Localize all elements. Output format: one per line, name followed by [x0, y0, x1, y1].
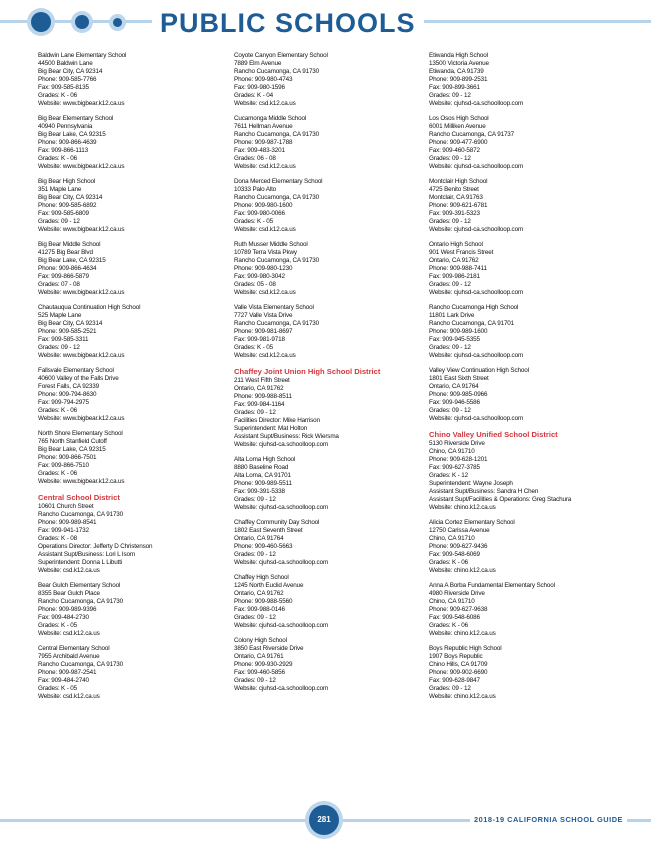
entry-line: Fax: 909-460-5856: [234, 669, 285, 676]
school-entry: [429, 645, 619, 701]
entry-line: Grades: 09 - 12: [234, 409, 276, 416]
school-entry: [38, 178, 228, 234]
page-title: PUBLIC SCHOOLS: [152, 6, 424, 40]
entry-line: 7727 Valle Vista Drive: [234, 312, 293, 319]
entry-line: Website: csd.k12.ca.us: [234, 289, 296, 296]
entry-line: Ontario High School: [429, 241, 483, 248]
school-entry: [234, 456, 424, 512]
entry-line: Grades: K - 06: [429, 559, 469, 566]
entry-line: Big Bear High School: [38, 178, 96, 185]
entry-line: Fax: 909-866-1113: [38, 147, 88, 154]
entry-line: Valle Vista Elementary School: [234, 304, 314, 311]
entry-line: Anna A Borba Fundamental Elementary School: [429, 582, 555, 589]
entry-line: Phone: 909-980-1600: [234, 202, 293, 209]
entry-line: 1802 East Seventh Street: [234, 527, 303, 534]
entry-line: Website: csd.k12.ca.us: [234, 100, 296, 107]
guide-title: 2018-19 CALIFORNIA SCHOOL GUIDE: [470, 813, 627, 827]
entry-line: Ontario, CA 91762: [234, 590, 284, 597]
entry-line: 10789 Terra Vista Pkwy: [234, 249, 297, 256]
entry-line: Rancho Cucamonga, CA 91730: [38, 598, 124, 605]
column-3: [429, 52, 619, 708]
entry-line: Website: cjuhsd-ca.schoolloop.com: [234, 504, 329, 511]
entry-line: Fax: 909-483-3201: [234, 147, 285, 154]
school-entry: [429, 367, 619, 423]
entry-line: 7955 Archibald Avenue: [38, 653, 100, 660]
entry-line: Chaffey High School: [234, 574, 289, 581]
entry-line: 40940 Pennsylvania: [38, 123, 93, 130]
entry-line: Fax: 909-980-3042: [234, 273, 285, 280]
entry-line: Phone: 909-980-1230: [234, 265, 293, 272]
entry-line: Grades: K - 05: [38, 622, 78, 629]
footer-rule-left: [0, 819, 305, 822]
entry-line: Website: www.bigbear.k12.ca.us: [38, 226, 125, 233]
entry-line: Grades: 09 - 12: [429, 281, 471, 288]
entry-line: Website: cjuhsd-ca.schoolloop.com: [234, 559, 329, 566]
entry-line: 10333 Palo Alto: [234, 186, 277, 193]
entry-line: 44500 Baldwin Lane: [38, 60, 93, 67]
entry-line: 41275 Big Bear Blvd: [38, 249, 93, 256]
entry-line: Website: csd.k12.ca.us: [234, 226, 296, 233]
entry-line: Website: www.bigbear.k12.ca.us: [38, 289, 125, 296]
entry-line: Colony High School: [234, 637, 287, 644]
entry-line: Rancho Cucamonga, CA 91730: [38, 661, 124, 668]
entry-line: Grades: K - 06: [38, 470, 78, 477]
entry-line: Website: csd.k12.ca.us: [38, 630, 100, 637]
entry-line: 4725 Benito Street: [429, 186, 479, 193]
entry-line: Ontario, CA 91764: [429, 383, 479, 390]
entry-line: Phone: 909-794-8630: [38, 391, 97, 398]
entry-line: Phone: 909-866-4634: [38, 265, 97, 272]
entry-line: Phone: 909-989-9396: [38, 606, 97, 613]
entry-line: Fax: 909-627-3785: [429, 464, 480, 471]
entry-line: Assistant Supt/Business: Lori L Isom: [38, 551, 136, 558]
entry-line: Rancho Cucamonga, CA 91730: [234, 320, 320, 327]
entry-line: Phone: 909-988-7411: [429, 265, 487, 272]
entry-line: Chino Hills, CA 91709: [429, 661, 488, 668]
entry-line: Grades: K - 12: [429, 472, 469, 479]
entry-line: Website: cjuhsd-ca.schoolloop.com: [429, 100, 524, 107]
entry-line: 13500 Victoria Avenue: [429, 60, 489, 67]
entry-line: Fallsvale Elementary School: [38, 367, 114, 374]
entry-line: Alta Loma High School: [234, 456, 296, 463]
entry-line: Fax: 909-945-5355: [429, 336, 480, 343]
entry-line: Operations Director: Jefferty D Christenson: [38, 543, 153, 550]
school-entry: [429, 440, 619, 512]
entry-line: Website: cjuhsd-ca.schoolloop.com: [429, 163, 524, 170]
entry-line: Grades: 09 - 12: [429, 218, 471, 225]
entry-line: Phone: 909-987-2541: [38, 669, 97, 676]
entry-line: Chaffey Community Day School: [234, 519, 320, 526]
school-entry: [234, 519, 424, 567]
school-entry: [429, 582, 619, 638]
entry-line: Central Elementary School: [38, 645, 110, 652]
entry-line: Grades: K - 06: [429, 622, 469, 629]
entry-line: 40600 Valley of the Falls Drive: [38, 375, 119, 382]
entry-line: Chino, CA 91710: [429, 598, 475, 605]
entry-line: Assistant Supt/Business: Rick Wiersma: [234, 433, 339, 440]
entry-line: Grades: 09 - 12: [234, 496, 276, 503]
school-entry: [38, 367, 228, 423]
school-entry: [429, 52, 619, 108]
school-entry: [429, 178, 619, 234]
entry-line: Montclair High School: [429, 178, 488, 185]
entry-line: Baldwin Lane Elementary School: [38, 52, 127, 59]
entry-line: Fax: 909-460-5872: [429, 147, 480, 154]
entry-line: Facilities Director: Mike Harrison: [234, 417, 320, 424]
entry-line: 10601 Church Street: [38, 503, 94, 510]
district-heading: Chaffey Joint Union High School District: [234, 367, 381, 376]
entry-line: Fax: 909-548-6069: [429, 551, 480, 558]
entry-line: Phone: 909-477-6900: [429, 139, 488, 146]
entry-line: Phone: 909-988-8511: [234, 393, 292, 400]
header-dot-small: [113, 18, 122, 27]
entry-line: Fax: 909-981-9718: [234, 336, 285, 343]
entry-line: Website: www.bigbear.k12.ca.us: [38, 163, 125, 170]
entry-line: Website: chino.k12.ca.us: [429, 567, 496, 574]
entry-line: Bear Gulch Elementary School: [38, 582, 121, 589]
entry-line: Montclair, CA 91763: [429, 194, 483, 201]
school-entry: [234, 574, 424, 630]
school-entry: [234, 241, 424, 297]
school-entry: [38, 645, 228, 701]
entry-line: Superintendent: Donna L Libutti: [38, 559, 123, 566]
entry-line: Chino, CA 91710: [429, 448, 475, 455]
entry-line: Website: chino.k12.ca.us: [429, 693, 496, 700]
entry-line: Valley View Continuation High School: [429, 367, 529, 374]
school-entry: [429, 519, 619, 575]
entry-line: Fax: 909-941-1732: [38, 527, 89, 534]
entry-line: Fax: 909-988-0146: [234, 606, 285, 613]
entry-line: Phone: 909-989-8541: [38, 519, 97, 526]
entry-line: Fax: 909-548-6086: [429, 614, 480, 621]
entry-line: Phone: 909-585-7766: [38, 76, 97, 83]
entry-line: Phone: 909-460-5663: [234, 543, 293, 550]
entry-line: Grades: 07 - 08: [38, 281, 80, 288]
entry-line: Phone: 909-989-5511: [234, 480, 292, 487]
entry-line: 211 West Fifth Street: [234, 377, 290, 384]
entry-line: Grades: K - 06: [38, 407, 78, 414]
entry-line: Website: cjuhsd-ca.schoolloop.com: [234, 622, 329, 629]
entry-line: Grades: 09 - 12: [429, 407, 471, 414]
entry-line: Phone: 909-930-2929: [234, 661, 293, 668]
entry-line: Phone: 909-585-6892: [38, 202, 97, 209]
entry-line: Ontario, CA 91762: [234, 385, 284, 392]
entry-line: Forest Falls, CA 92339: [38, 383, 100, 390]
school-entry: [234, 377, 424, 449]
entry-line: Grades: K - 06: [38, 92, 78, 99]
entry-line: Website: cjuhsd-ca.schoolloop.com: [429, 352, 524, 359]
entry-line: Ruth Musser Middle School: [234, 241, 308, 248]
entry-line: 1245 North Euclid Avenue: [234, 582, 304, 589]
entry-line: Website: www.bigbear.k12.ca.us: [38, 415, 125, 422]
school-entry: [38, 582, 228, 638]
entry-line: Phone: 909-621-6781: [429, 202, 488, 209]
school-entry: [38, 52, 228, 108]
entry-line: Phone: 909-988-5560: [234, 598, 293, 605]
entry-line: 1801 East Sixth Street: [429, 375, 489, 382]
entry-line: Website: csd.k12.ca.us: [38, 567, 100, 574]
entry-line: Grades: 05 - 08: [234, 281, 276, 288]
entry-line: Superintendent: Mat Holton: [234, 425, 308, 432]
entry-line: Grades: K - 05: [234, 218, 274, 225]
entry-line: Fax: 909-391-5323: [429, 210, 480, 217]
entry-line: Fax: 909-866-7510: [38, 462, 89, 469]
entry-line: Website: chino.k12.ca.us: [429, 630, 496, 637]
entry-line: Grades: K - 05: [38, 685, 78, 692]
entry-line: Assistant Supt/Facilities & Operations: Greg Stachura: [429, 496, 572, 503]
entry-line: Big Bear Lake, CA 92315: [38, 257, 106, 264]
entry-line: Ontario, CA 91761: [234, 653, 284, 660]
entry-line: Phone: 909-585-2521: [38, 328, 97, 335]
entry-line: Grades: 09 - 12: [234, 677, 276, 684]
entry-line: Rancho Cucamonga, CA 91730: [234, 194, 320, 201]
entry-line: Grades: 09 - 12: [38, 218, 80, 225]
district-heading: Central School District: [38, 493, 120, 502]
entry-line: Fax: 909-866-5879: [38, 273, 89, 280]
school-entry: [38, 241, 228, 297]
entry-line: Phone: 909-980-4743: [234, 76, 293, 83]
entry-line: Rancho Cucamonga, CA 91730: [234, 131, 320, 138]
entry-line: Big Bear Elementary School: [38, 115, 114, 122]
entry-line: Grades: K - 08: [38, 535, 78, 542]
page-header: [0, 0, 651, 48]
entry-line: Grades: K - 05: [234, 344, 274, 351]
school-entry: [38, 115, 228, 171]
page-number: 281: [309, 805, 339, 835]
entry-line: Website: www.bigbear.k12.ca.us: [38, 352, 125, 359]
entry-line: 7611 Hellman Avenue: [234, 123, 293, 130]
entry-line: 12750 Carissa Avenue: [429, 527, 490, 534]
entry-line: 6001 Milliken Avenue: [429, 123, 486, 130]
entry-line: Big Bear City, CA 92314: [38, 68, 103, 75]
entry-line: Etiwanda High School: [429, 52, 488, 59]
entry-line: Website: cjuhsd-ca.schoolloop.com: [429, 226, 524, 233]
entry-line: North Shore Elementary School: [38, 430, 123, 437]
entry-line: Phone: 909-985-0966: [429, 391, 488, 398]
entry-line: Fax: 909-899-3661: [429, 84, 480, 91]
column-2: [234, 52, 424, 700]
entry-line: Grades: K - 06: [38, 155, 78, 162]
entry-line: Website: chino.k12.ca.us: [429, 504, 496, 511]
entry-line: Website: csd.k12.ca.us: [38, 693, 100, 700]
entry-line: Ontario, CA 91762: [429, 257, 479, 264]
entry-line: Fax: 909-980-1596: [234, 84, 285, 91]
entry-line: Fax: 909-484-2740: [38, 677, 89, 684]
entry-line: Fax: 909-628-9847: [429, 677, 480, 684]
school-entry: [429, 241, 619, 297]
entry-line: 901 West Francis Street: [429, 249, 494, 256]
school-entry: [38, 503, 228, 575]
header-dot-large: [31, 12, 51, 32]
school-entry: [234, 637, 424, 693]
entry-line: Rancho Cucamonga, CA 91730: [234, 257, 320, 264]
entry-line: 5130 Riverside Drive: [429, 440, 485, 447]
entry-line: Big Bear Middle School: [38, 241, 101, 248]
entry-line: Coyote Canyon Elementary School: [234, 52, 328, 59]
entry-line: Big Bear Lake, CA 92315: [38, 131, 106, 138]
entry-line: Website: www.bigbear.k12.ca.us: [38, 100, 125, 107]
entry-line: Grades: 09 - 12: [429, 685, 471, 692]
column-1: [38, 52, 228, 708]
entry-line: 4980 Riverside Drive: [429, 590, 485, 597]
entry-line: Fax: 909-980-0066: [234, 210, 285, 217]
entry-line: Chino, CA 91710: [429, 535, 475, 542]
district-heading: Chino Valley Unified School District: [429, 430, 558, 439]
entry-line: Phone: 909-981-8697: [234, 328, 293, 335]
entry-line: 525 Maple Lane: [38, 312, 82, 319]
entry-line: Rancho Cucamonga, CA 91730: [234, 68, 320, 75]
entry-line: Website: csd.k12.ca.us: [234, 352, 296, 359]
entry-line: Website: www.bigbear.k12.ca.us: [38, 478, 125, 485]
entry-line: 765 North Stanfield Cutoff: [38, 438, 107, 445]
entry-line: 8880 Baseline Road: [234, 464, 289, 471]
entry-line: Phone: 909-866-4639: [38, 139, 97, 146]
entry-line: Fax: 909-585-3311: [38, 336, 89, 343]
entry-line: Website: cjuhsd-ca.schoolloop.com: [429, 289, 524, 296]
entry-line: Chautauqua Continuation High School: [38, 304, 141, 311]
entry-line: 7889 Elm Avenue: [234, 60, 282, 67]
entry-line: Fax: 909-484-2730: [38, 614, 89, 621]
entry-line: Grades: 06 - 08: [234, 155, 276, 162]
entry-line: Grades: 09 - 12: [38, 344, 80, 351]
entry-line: Rancho Cucamonga, CA 91737: [429, 131, 515, 138]
entry-line: Grades: 09 - 12: [234, 551, 276, 558]
entry-line: Phone: 909-866-7501: [38, 454, 97, 461]
entry-line: Rancho Cucamonga High School: [429, 304, 519, 311]
entry-line: 8355 Bear Gulch Place: [38, 590, 100, 597]
school-entry: [234, 304, 424, 360]
entry-line: Website: cjuhsd-ca.schoolloop.com: [234, 441, 329, 448]
header-dot-medium: [75, 15, 89, 29]
entry-line: Fax: 909-986-2181: [429, 273, 480, 280]
entry-line: 351 Maple Lane: [38, 186, 82, 193]
entry-line: Boys Republic High School: [429, 645, 502, 652]
entry-line: 1907 Boys Republic: [429, 653, 483, 660]
entry-line: Phone: 909-989-1600: [429, 328, 488, 335]
school-entry: [38, 430, 228, 486]
entry-line: Grades: K - 04: [234, 92, 274, 99]
school-entry: [429, 304, 619, 360]
entry-line: Assistant Supt/Business: Sandra H Chen: [429, 488, 539, 495]
entry-line: Phone: 909-899-2531: [429, 76, 488, 83]
entry-line: Grades: 09 - 12: [429, 155, 471, 162]
entry-line: Big Bear City, CA 92314: [38, 320, 103, 327]
entry-line: Fax: 909-946-5586: [429, 399, 480, 406]
entry-line: Website: cjuhsd-ca.schoolloop.com: [234, 685, 329, 692]
school-entry: [38, 304, 228, 360]
entry-line: Phone: 909-628-1201: [429, 456, 488, 463]
entry-line: Dona Merced Elementary School: [234, 178, 323, 185]
entry-line: Phone: 909-902-6690: [429, 669, 488, 676]
entry-line: Fax: 909-585-6809: [38, 210, 89, 217]
entry-line: Website: cjuhsd-ca.schoolloop.com: [429, 415, 524, 422]
school-entry: [234, 178, 424, 234]
entry-line: Phone: 909-627-9638: [429, 606, 488, 613]
school-entry: [429, 115, 619, 171]
entry-line: Grades: 09 - 12: [429, 344, 471, 351]
entry-line: Superintendent: Wayne Joseph: [429, 480, 513, 487]
entry-line: Fax: 909-984-1164: [234, 401, 285, 408]
entry-line: Grades: 09 - 12: [429, 92, 471, 99]
entry-line: Website: csd.k12.ca.us: [234, 163, 296, 170]
entry-line: Cucamonga Middle School: [234, 115, 307, 122]
entry-line: Phone: 909-627-9436: [429, 543, 488, 550]
entry-line: Rancho Cucamonga, CA 91701: [429, 320, 515, 327]
entry-line: Grades: 09 - 12: [234, 614, 276, 621]
entry-line: Big Bear Lake, CA 92315: [38, 446, 106, 453]
entry-line: Etiwanda, CA 91739: [429, 68, 484, 75]
entry-line: Rancho Cucamonga, CA 91730: [38, 511, 124, 518]
header-rule-middle: [48, 20, 152, 23]
page-footer: [0, 800, 651, 845]
entry-line: Big Bear City, CA 92314: [38, 194, 103, 201]
entry-line: Alta Loma, CA 91701: [234, 472, 291, 479]
entry-line: Fax: 909-391-5338: [234, 488, 285, 495]
entry-line: Fax: 909-794-2975: [38, 399, 89, 406]
entry-line: Los Osos High School: [429, 115, 489, 122]
entry-line: Ontario, CA 91764: [234, 535, 284, 542]
school-entry: [234, 52, 424, 108]
entry-line: 3850 East Riverside Drive: [234, 645, 304, 652]
entry-line: Phone: 909-987-1788: [234, 139, 293, 146]
entry-line: Fax: 909-585-8135: [38, 84, 89, 91]
entry-line: 11801 Lark Drive: [429, 312, 475, 319]
entry-line: Alicia Cortez Elementary School: [429, 519, 515, 526]
school-entry: [234, 115, 424, 171]
